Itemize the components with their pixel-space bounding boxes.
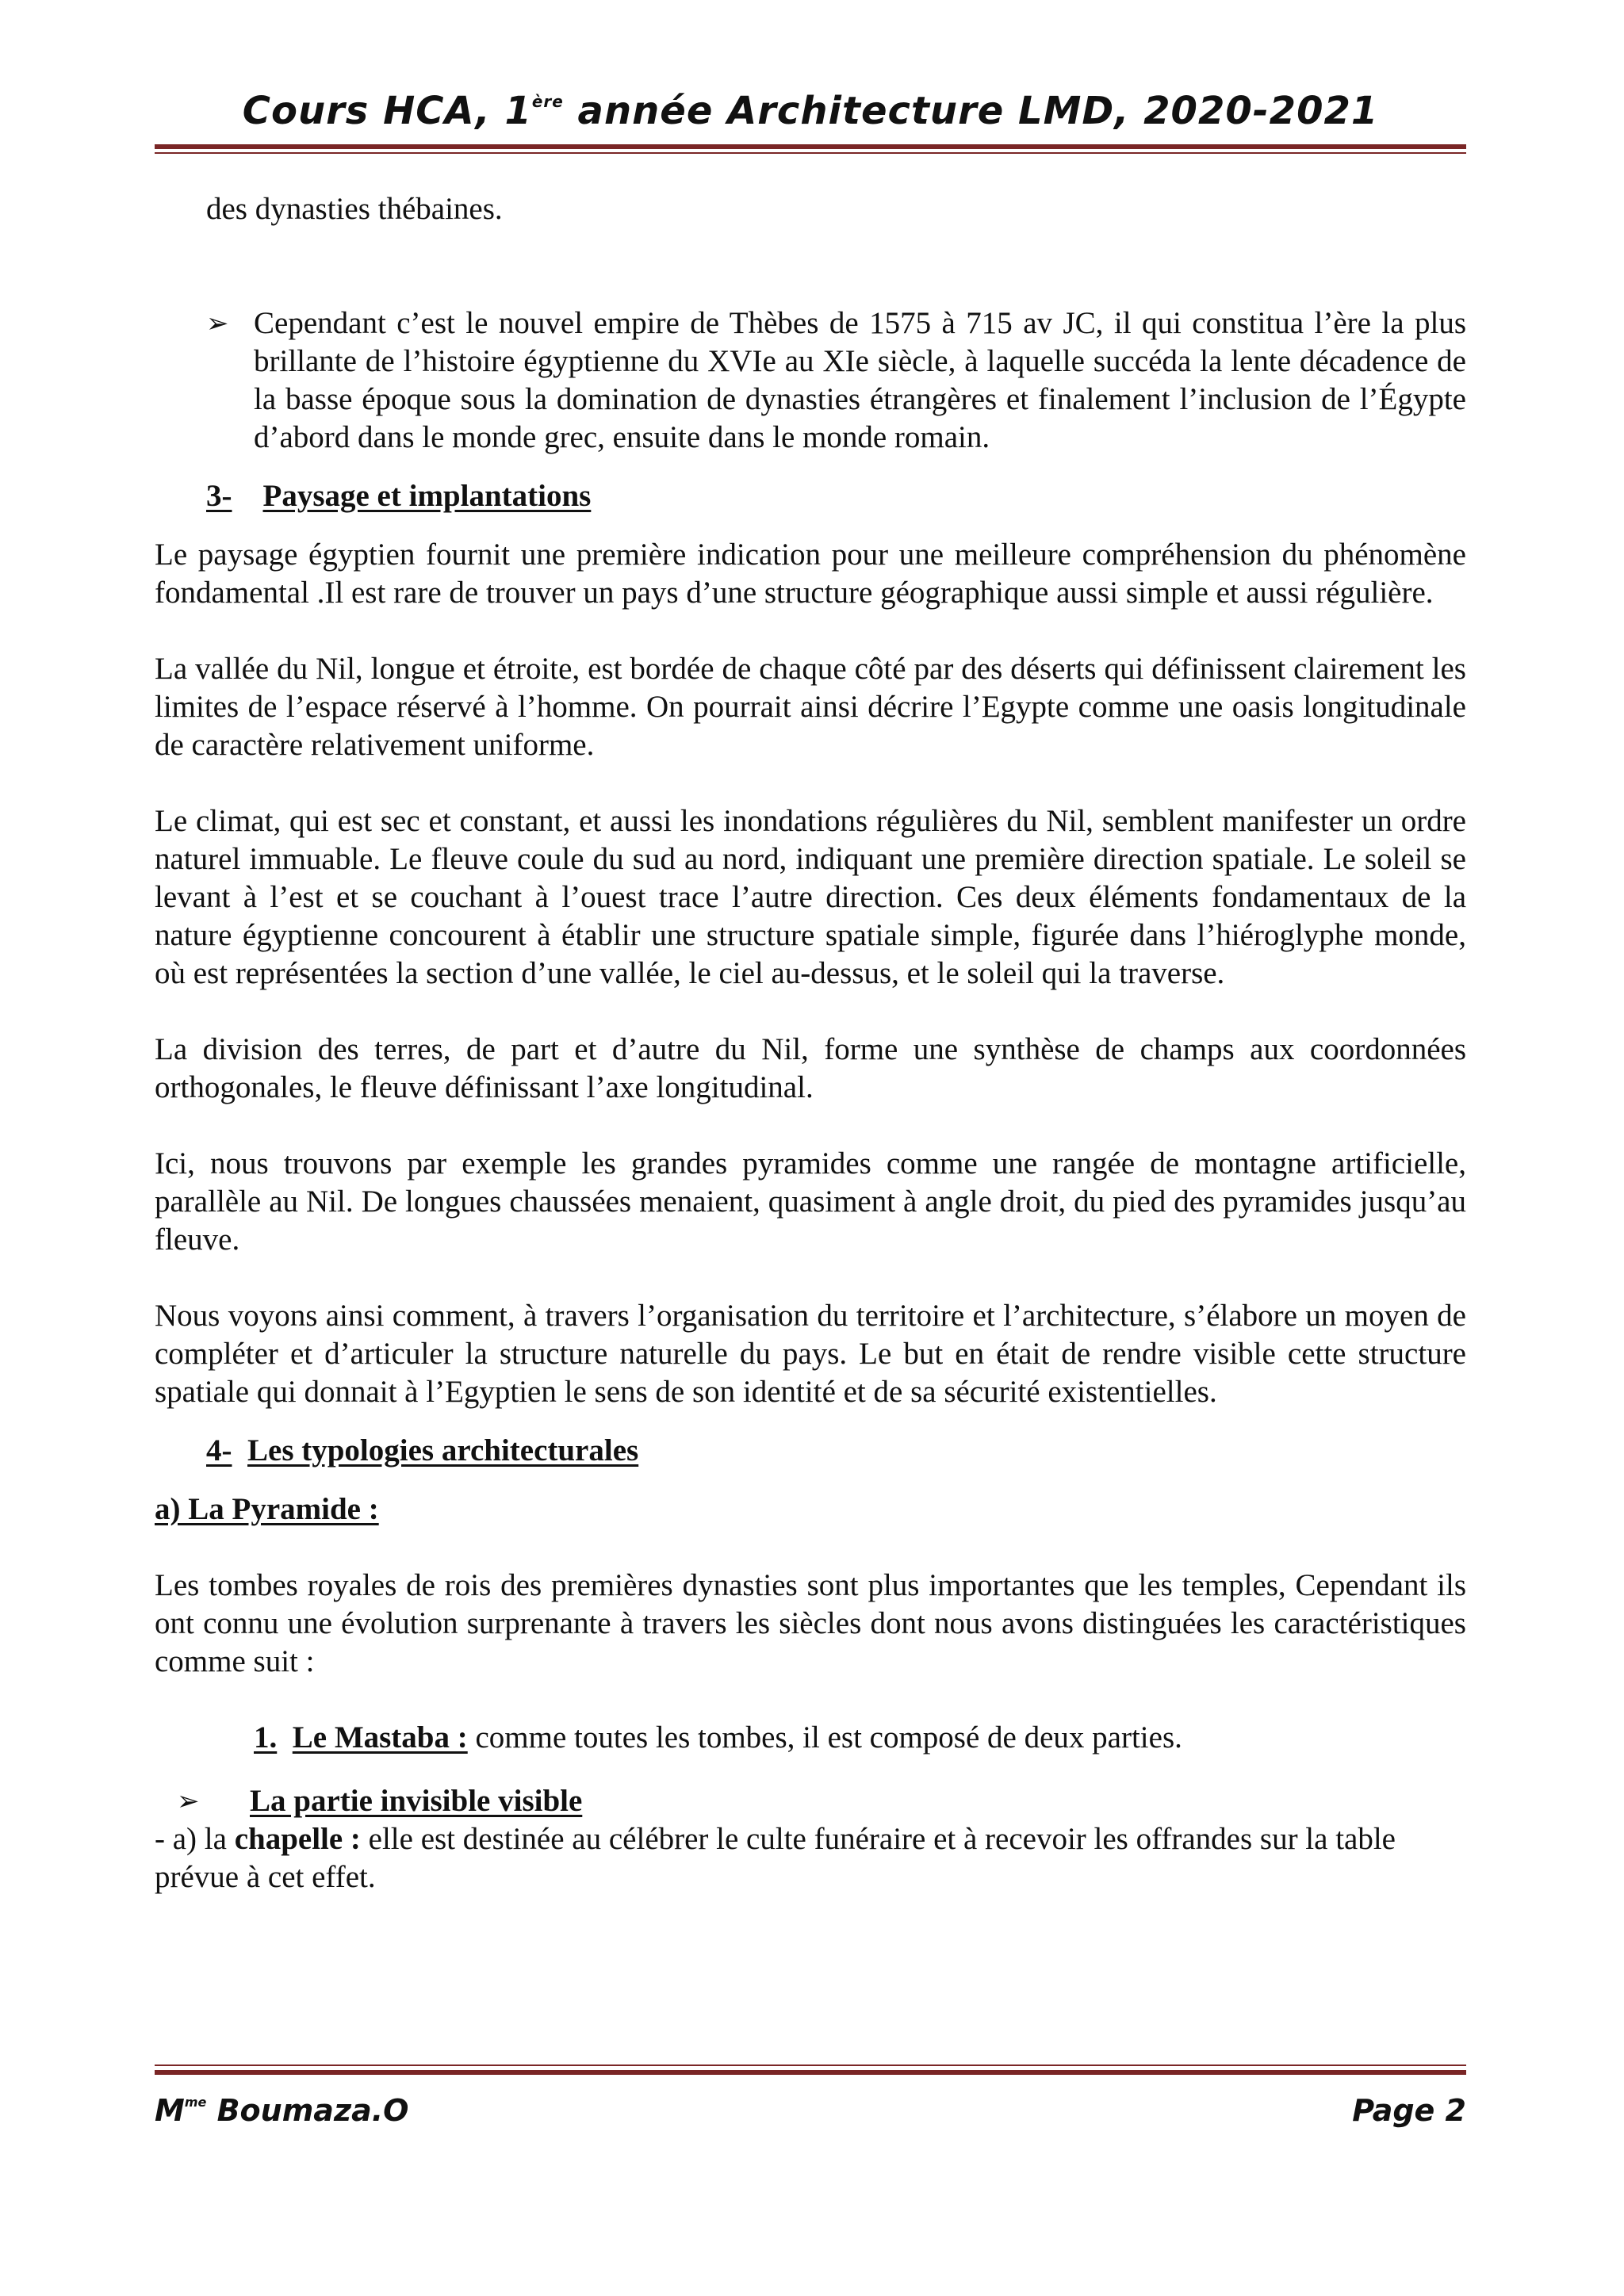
section-heading-4: 4- Les typologies architecturales [206, 1433, 639, 1468]
paragraph: des dynasties thébaines. [206, 192, 503, 226]
paragraph: Nous voyons ainsi comment, à travers l’organisation du territoire et l’architecture, s’élabore un moyen de compléter et d’articuler la structure naturelle du pays. Le but en était de rendre visible cette structure spatiale qui donnait à l’Egyptien le sens de son identité et de sa sécurité existentielles. [155, 1299, 1466, 1409]
subsection-heading: a) La Pyramide : [155, 1492, 379, 1526]
page-content [155, 190, 1466, 1896]
arrow-bullet-icon: ➢ [177, 1785, 200, 1817]
arrow-bullet-icon: ➢ [206, 308, 229, 339]
paragraph: La vallée du Nil, longue et étroite, est bordée de chaque côté par des déserts qui définissent clairement les limites de l’espace réservé à l’homme. On pourrait ainsi décrire l’Egypte comme une oasis longitudinale de caractère relativement uniforme. [155, 652, 1466, 762]
paragraph: La division des terres, de part et d’autre du Nil, forme une synthèse de champs aux coordonnées orthogonales, le fleuve définissant l’axe longitudinal. [155, 1032, 1466, 1104]
footer-author: $M^{me}$ Boumaza.O [155, 2093, 409, 2128]
numbered-item: 1. Le Mastaba : comme toutes les tombes, il est composé de deux parties. [254, 1720, 1182, 1755]
paragraph: Le climat, qui est sec et constant, et aussi les inondations régulières du Nil, semblent manifester un ordre naturel immuable. Le fleuve coule du sud au nord, indiquant une première direction spatiale. Le soleil se levant à l’est et se couchant à l’ouest trace l’autre direction. Ces deux éléments fondamentaux de la nature égyptienne concourent à établir une structure spatiale simple, figurée dans l’hiéroglyphe monde, où est représentées la section d’une vallée, le ciel au-dessus, et le soleil qui la traverse. [155, 804, 1466, 990]
bullet-subheading: ➢ La partie invisible visible [155, 1782, 1466, 1820]
section-heading-3: 3- Paysage et implantations [206, 479, 592, 513]
header-rule-thin [155, 152, 1466, 154]
page-header: Cours HCA, 1ère année Architecture LMD, 2020-2021 [242, 89, 1379, 133]
page-number: Page 2 [1352, 2093, 1466, 2128]
bullet-paragraph: ➢ Cependant c’est le nouvel empire de Thèbes de 1575 à 715 av JC, il qui constitua l’ère la plus brillante de l’histoire égyptienne du XVIe au XIe siècle, à laquelle succéda la lente décadence de la basse époque sous la domination de dynasties étrangères et finalement l’inclusion de l’Égypte d’abord dans le monde grec, ensuite dans le monde romain. [206, 306, 1466, 454]
paragraph: Les tombes royales de rois des premières dynasties sont plus importantes que les temples, Cependant ils ont connu une évolution surprenante à travers les siècles dont nous avons distinguées les caractéristiques comme suit : [155, 1568, 1466, 1678]
footer-rule-thin [155, 2064, 1466, 2066]
header-rule-thick [155, 144, 1466, 149]
paragraph: Ici, nous trouvons par exemple les grandes pyramides comme une rangée de montagne artificielle, parallèle au Nil. De longues chaussées menaient, quasiment à angle droit, du pied des pyramides jusqu’au fleuve. [155, 1146, 1466, 1257]
footer-rule-thick [155, 2070, 1466, 2075]
paragraph: Le paysage égyptien fournit une première indication pour une meilleure compréhension du phénomène fondamental .Il est rare de trouver un pays d’une structure géographique aussi simple et aussi régulière. [155, 538, 1466, 610]
paragraph: - a) la chapelle : elle est destinée au célébrer le culte funéraire et à recevoir les offrandes sur la table prévue à cet effet. [155, 1822, 1396, 1894]
